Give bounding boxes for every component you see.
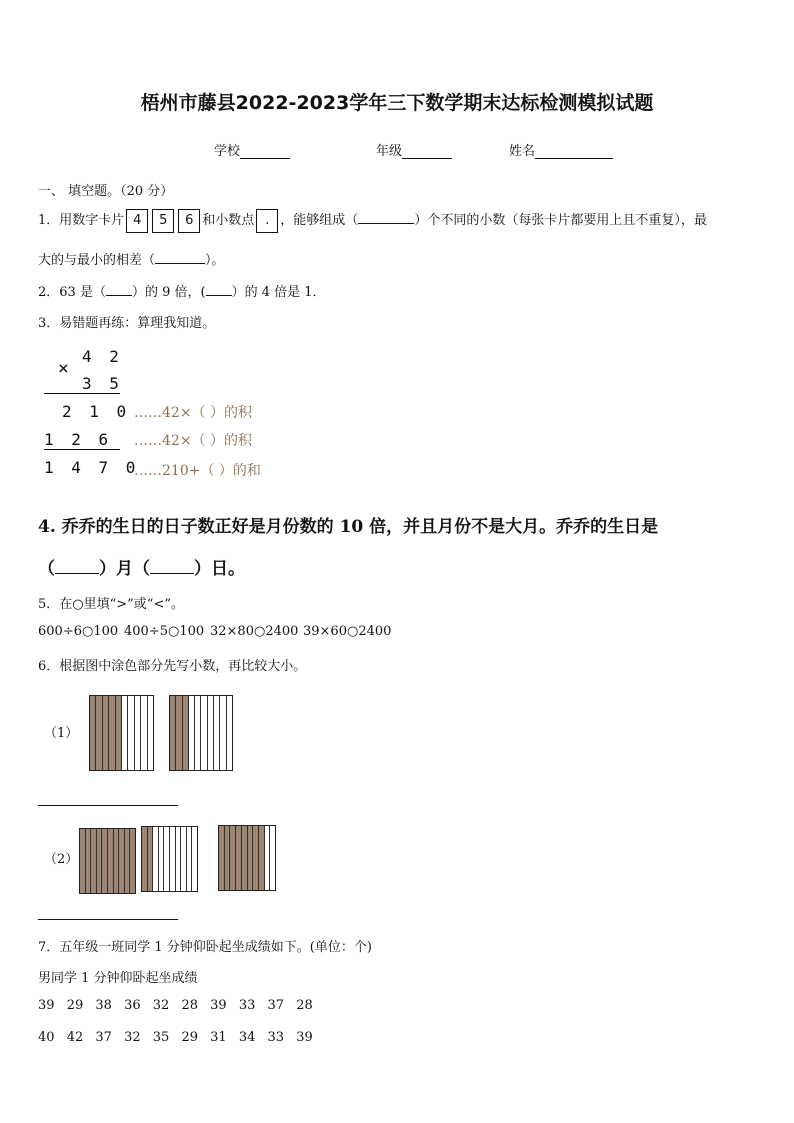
- question-1-line2: [38, 249, 225, 268]
- multiplicand: 4 2: [82, 347, 123, 366]
- score-row-1: [38, 998, 325, 1013]
- q1-suffix2: ）个不同的小数（每张卡片都要用上且不重复），最: [414, 213, 707, 228]
- shaded-figure: [169, 695, 233, 771]
- score-value: 39: [38, 998, 55, 1013]
- score-value: 29: [66, 998, 84, 1013]
- score-value: 31: [210, 1030, 227, 1045]
- shaded-strip: [130, 829, 135, 893]
- name-blank[interactable]: [535, 144, 613, 159]
- question-3: 3．易错题再练：算理我知道。: [38, 316, 216, 331]
- score-value: 40: [38, 1030, 55, 1045]
- compare-item: 32×80○2400: [210, 624, 299, 639]
- shaded-figure: [89, 695, 154, 771]
- page-title: 梧州市藤县2022-2023学年三下数学期末达标检测模拟试题: [140, 92, 654, 114]
- score-value: 33: [267, 1030, 285, 1045]
- partial-product-2: 1 2 6: [44, 430, 113, 449]
- blank-strip: [192, 827, 197, 891]
- partial-product-1: 2 1 0: [62, 402, 131, 421]
- question-4-line1: 4. 乔乔的生日的日子数正好是月份数的 10 倍，并且月份不是大月。乔乔的生日是: [38, 517, 659, 537]
- answer-line[interactable]: [38, 919, 178, 920]
- score-value: 32: [152, 998, 170, 1013]
- section-heading: 一、 填空题。（20 分）: [38, 184, 174, 199]
- note-2: ……42×（ ）的积: [134, 433, 252, 449]
- question-1-line1: [38, 208, 707, 234]
- q2-part-a: 2．63 是（: [38, 285, 106, 300]
- compare-item: 600÷6○100: [38, 624, 119, 639]
- answer-line[interactable]: [38, 805, 178, 806]
- answer-blank[interactable]: [206, 283, 232, 296]
- school-field[interactable]: [214, 140, 290, 159]
- shaded-figure: [79, 828, 136, 894]
- note-1: ……42×（ ）的积: [134, 405, 252, 421]
- q4-mid: ）月（: [99, 559, 150, 579]
- q2-part-c: ）的 4 倍是 1．: [231, 285, 326, 300]
- digit-card: 4: [126, 209, 148, 233]
- question-2: [38, 281, 326, 300]
- grade-label: 年级: [376, 144, 403, 159]
- shaded-figure: [141, 826, 198, 892]
- figure-1-label: （1）: [44, 726, 79, 741]
- score-value: 37: [95, 1030, 112, 1045]
- blank-strip: [227, 696, 232, 770]
- grade-blank[interactable]: [402, 144, 452, 159]
- rule-line: [44, 393, 120, 394]
- question-6: 6．根据图中涂色部分先写小数，再比较大小。: [38, 659, 307, 674]
- score-value: 35: [152, 1030, 170, 1045]
- blank-strip: [148, 696, 153, 770]
- digit-card: 6: [178, 209, 200, 233]
- compare-item: 39×60○2400: [303, 624, 392, 639]
- question-4-line2: [38, 554, 245, 579]
- q4-open: （: [38, 559, 55, 579]
- q1-suffix1: ，能够组成（: [280, 213, 359, 228]
- score-value: 28: [181, 998, 198, 1013]
- blank-strip: [270, 826, 275, 890]
- school-label: 学校: [214, 144, 241, 159]
- rule-line: [44, 449, 120, 450]
- name-field[interactable]: [509, 140, 613, 159]
- month-blank[interactable]: [55, 559, 99, 574]
- note-3: ……210+（ ）的和: [134, 463, 261, 479]
- score-row-2: [38, 1030, 325, 1045]
- score-value: 38: [95, 998, 112, 1013]
- shaded-figure: [218, 825, 276, 891]
- school-blank[interactable]: [240, 144, 290, 159]
- day-blank[interactable]: [150, 559, 194, 574]
- score-value: 32: [124, 1030, 141, 1045]
- score-value: 34: [238, 1030, 256, 1045]
- compare-item: 400÷5○100: [124, 624, 205, 639]
- grade-field[interactable]: [376, 140, 452, 159]
- score-value: 36: [124, 998, 141, 1013]
- answer-blank[interactable]: [358, 211, 414, 224]
- answer-blank[interactable]: [106, 283, 132, 296]
- score-value: 39: [210, 998, 227, 1013]
- name-label: 姓名: [509, 144, 536, 159]
- multiply-sign: ×: [58, 358, 73, 379]
- decimal-point-card: .: [256, 209, 278, 233]
- q2-part-b: ）的 9 倍，(: [131, 285, 206, 300]
- score-value: 39: [296, 1030, 313, 1045]
- score-value: 33: [238, 998, 256, 1013]
- score-value: 37: [267, 998, 285, 1013]
- score-value: 42: [66, 1030, 84, 1045]
- score-value: 28: [296, 998, 313, 1013]
- product: 1 4 7 0: [44, 458, 140, 477]
- figure-2-label: （2）: [44, 852, 79, 867]
- q1-mid: 和小数点: [202, 213, 255, 228]
- table-title: 男同学 1 分钟仰卧起坐成绩: [38, 971, 198, 986]
- q1-line2b: ）。: [205, 253, 225, 268]
- multiplier: 3 5: [82, 374, 123, 393]
- question-7: 7．五年级一班同学 1 分钟仰卧起坐成绩如下。(单位：个): [38, 940, 372, 955]
- digit-card: 5: [152, 209, 174, 233]
- q1-line2a: 大的与最小的相差（: [38, 253, 156, 268]
- answer-blank[interactable]: [155, 251, 205, 264]
- q1-prefix: 1．用数字卡片: [38, 213, 125, 228]
- q4-end: ）日。: [194, 559, 245, 579]
- question-5: 5．在○里填“>”或“<”。: [38, 597, 184, 612]
- score-value: 29: [181, 1030, 198, 1045]
